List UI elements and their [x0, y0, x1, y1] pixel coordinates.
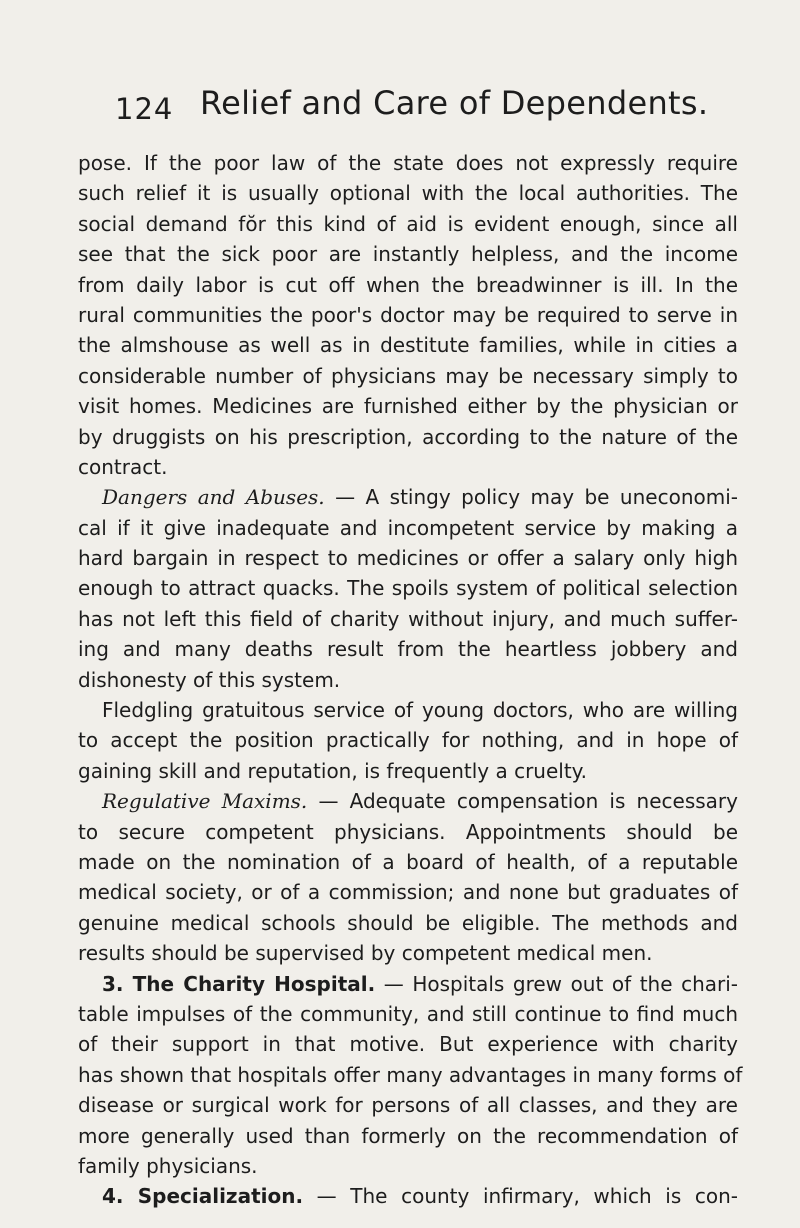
line-text: — A stingy policy may be uneconomi-	[324, 485, 738, 510]
section-heading-hospital: 3. The Charity Hospital.	[102, 971, 376, 996]
text-line	[78, 1181, 738, 1211]
text-line: medical society, or of a commission; and none but graduates of	[78, 880, 738, 905]
section-heading-dangers: Dangers and Abuses.	[102, 485, 325, 510]
text-line: rural communities the poor's doctor may be required to serve in	[78, 302, 738, 327]
text-line: the almshouse as well as in destitute families, while in cities a	[78, 333, 738, 358]
text-line: gaining skill and reputation, is frequently a cruelty.	[78, 758, 588, 783]
text-line	[78, 482, 738, 512]
text-line: enough to attract quacks. The spoils system of political selection	[78, 576, 738, 601]
text-line: visit homes. Medicines are furnished either by the physician or	[78, 394, 738, 419]
text-line: by druggists on his prescription, according to the nature of the	[78, 424, 738, 449]
running-head	[115, 84, 735, 134]
text-line: see that the sick poor are instantly helpless, and the income	[78, 242, 738, 267]
text-line: ing and many deaths result from the heartless jobbery and	[78, 637, 738, 662]
text-line: more generally used than formerly on the recommendation of	[78, 1123, 738, 1148]
line-text: — Adequate compensation is necessary	[307, 789, 738, 814]
text-line: from daily labor is cut off when the breadwinner is ill. In the	[78, 272, 738, 297]
text-line: made on the nomination of a board of health, of a reputable	[78, 849, 738, 874]
text-line: such relief it is usually optional with the local authorities. The	[78, 181, 738, 206]
text-line: pose. If the poor law of the state does not expressly require	[78, 151, 738, 175]
text-line: cal if it give inadequate and incompetent service by making a	[78, 515, 738, 540]
text-line: considerable number of physicians may be necessary simply to	[78, 363, 738, 388]
section-heading-maxims: Regulative Maxims.	[102, 789, 308, 814]
line-text: — The county infirmary, which is con-	[303, 1184, 738, 1209]
text-line: results should be supervised by competent medical men.	[78, 941, 653, 966]
text-line: Fledgling gratuitous service of young doctors, who are willing	[102, 698, 738, 723]
text-line	[78, 969, 738, 999]
text-line: disease or surgical work for persons of all classes, and they are	[78, 1093, 738, 1118]
text-line: hard bargain in respect to medicines or offer a salary only high	[78, 546, 738, 571]
text-line: has shown that hospitals offer many advantages in many forms of	[78, 1062, 743, 1087]
text-line: social demand fŏr this kind of aid is evident enough, since all	[78, 211, 738, 236]
text-line: table impulses of the community, and still continue to find much	[78, 1001, 738, 1026]
page-number: 124	[115, 92, 174, 126]
text-line: family physicians.	[78, 1153, 258, 1178]
section-heading-specialization: 4. Specialization.	[102, 1184, 304, 1209]
line-text: — Hospitals grew out of the chari-	[375, 971, 738, 996]
text-line	[78, 786, 738, 816]
text-line: dishonesty of this system.	[78, 667, 341, 692]
text-line: to secure competent physicians. Appointments should be	[78, 819, 738, 844]
text-line: contract.	[78, 454, 168, 479]
text-line: to accept the position practically for nothing, and in hope of	[78, 728, 738, 753]
text-line: has not left this field of charity without injury, and much suffer-	[78, 606, 738, 631]
body-text	[78, 148, 743, 1212]
running-title: Relief and Care of Dependents.	[200, 84, 709, 122]
text-line: of their support in that motive. But experience with charity	[78, 1032, 738, 1057]
text-line: genuine medical schools should be eligible. The methods and	[78, 910, 738, 935]
